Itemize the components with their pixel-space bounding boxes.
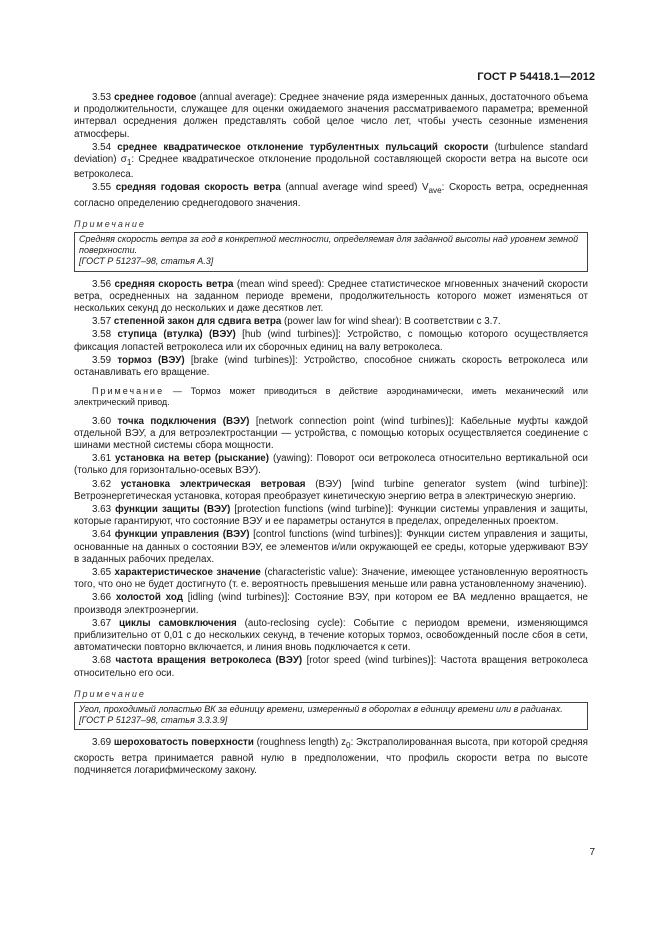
entry-term: установка на ветер (рыскание) <box>115 453 269 465</box>
entry-number: 3.68 <box>92 655 112 667</box>
entry-3-69 <box>74 737 588 777</box>
entry-term: шероховатость поверхности <box>113 737 254 749</box>
entry-number: 3.59 <box>92 354 112 366</box>
entry-term: средняя годовая скорость ветра <box>115 182 281 194</box>
entry-term: среднее годовое <box>114 92 197 103</box>
entry-3-66 <box>74 592 588 616</box>
entry-definition-cont: : Экстраполированная высота, при которой средняя скорость ветра принимается равной нулю в предположении, что профиль скорости ветра по высоте подчиняется логарифмическому закону. <box>74 737 588 776</box>
note-text: Средняя скорость ветра за год в конкретной местности, определяемая для заданной высоты над уровнем земной поверхности. <box>79 233 579 256</box>
entry-3-53 <box>74 92 588 141</box>
entry-3-65 <box>74 567 588 591</box>
note-box-2 <box>74 702 588 730</box>
document-body <box>74 92 588 777</box>
entry-number: 3.67 <box>92 617 112 629</box>
entry-definition: (annual average wind speed) V <box>280 182 429 194</box>
entry-number: 3.55 <box>92 182 112 194</box>
entry-definition: (mean wind speed): Среднее статистическое мгновенных значений скорости ветра, осредненных на заданном периоде времени, продолжительность которого может изменяться от нескольких секунд до нескольких и даже десятков лет. <box>74 278 588 314</box>
entry-term: холостой ход <box>115 592 183 604</box>
entry-number: 3.66 <box>92 592 112 604</box>
entry-3-61 <box>74 453 588 477</box>
entry-definition-cont: : Скорость ветра, осредненная согласно определению среднегодового значения. <box>74 182 588 209</box>
entry-3-57 <box>74 316 588 328</box>
entry-3-62 <box>74 479 588 503</box>
entry-definition: (characteristic value): Значение, имеющее установленную вероятность того, что оно не будет достигнуто (т. е. вероятность превышения меньше или равна установленному значению). <box>74 567 588 591</box>
inline-note <box>74 386 588 408</box>
entry-definition: (auto-reclosing cycle): Событие с периодом времени, изменяющимся приблизительно от 0,01 с до нескольких секунд, в течение которых тормоз, освобожденный после сбоя в сети, автоматически повторно включается, и линия вновь подключается к сети. <box>74 617 588 654</box>
document-header-id: ГОСТ Р 54418.1—2012 <box>477 71 595 83</box>
entry-definition: [protection functions (wind turbine)]: Функции системы управления и защиты, которые гарантируют, что состояние ВЭУ и ее параметры останутся в пределах, определенных проектом. <box>74 504 588 528</box>
entry-term: тормоз (ВЭУ) <box>117 354 185 366</box>
entry-definition: (roughness length) z <box>253 737 347 749</box>
symbol-subscript: ave <box>428 186 442 196</box>
entry-term: характеристическое значение <box>114 567 261 579</box>
entry-definition: [hub (wind turbines)]: Устройство, с помощью которого осуществляется фиксация лопастей ветроколеса или их сборочных единиц на валу ветроколеса. <box>74 329 588 353</box>
note-box-1 <box>74 232 588 272</box>
entry-number: 3.65 <box>92 567 112 579</box>
entry-term: функции защиты (ВЭУ) <box>115 504 231 515</box>
entry-3-67 <box>74 618 588 655</box>
entry-definition: (yawing): Поворот оси ветроколеса относительно вертикальной оси (только для горизонтально-осевых ВЭУ). <box>74 453 588 477</box>
entry-3-60 <box>74 416 588 453</box>
note-label: Примечание <box>74 688 146 699</box>
entry-number: 3.69 <box>92 737 112 749</box>
entry-term: средняя скорость ветра <box>114 278 234 290</box>
entry-definition: (annual average): Среднее значение ряда измеренных данных, достаточного объема и продолжительности, служащее для оценки ожидаемого значения рассматриваемого параметра; временной интервал осреднения должен представлять собой целое число лет, чтобы учесть сезонные изменения атмосферы. <box>74 92 588 140</box>
entry-number: 3.64 <box>92 529 112 541</box>
entry-definition: (ВЭУ) [wind turbine generator system (wind turbine)]: Ветроэнергетическая установка, которая преобразует кинетическую энергию ветра в электрическую энергию. <box>74 478 588 502</box>
entry-3-63 <box>74 504 588 528</box>
entry-definition: (turbulence standard deviation) σ <box>74 141 588 166</box>
entry-definition: (power law for wind shear): В соответствии с 3.7. <box>281 316 501 328</box>
page-number: 7 <box>589 847 595 858</box>
entry-number: 3.57 <box>92 316 112 328</box>
entry-3-58 <box>74 329 588 353</box>
entry-definition: [brake (wind turbines)]: Устройство, способное снижать скорость ветроколеса или останавливать его вращение. <box>74 354 588 378</box>
entry-definition: [control functions (wind turbines)]: Функции систем управления и защиты, основанные на данных о состоянии ВЭУ, ее элементов и/или окружающей ее среды, которые удерживают ВЭУ в заданных рабочих пределах. <box>74 529 588 565</box>
entry-term: ступица (втулка) (ВЭУ) <box>117 329 236 341</box>
note-text: Угол, проходимый лопастью ВК за единицу времени, измеренный в оборотах в единицу времени или в радианах. <box>79 704 563 715</box>
entry-term: установка электрическая ветровая <box>120 478 306 490</box>
entry-term: функции управления (ВЭУ) <box>114 529 250 541</box>
note-label: Примечание <box>74 218 146 229</box>
note-reference: [ГОСТ Р 51237–98, статья А.3] <box>79 256 214 267</box>
entry-number: 3.53 <box>92 92 112 103</box>
entry-number: 3.58 <box>92 329 112 341</box>
entry-number: 3.54 <box>92 141 112 153</box>
entry-3-68 <box>74 655 588 679</box>
note-reference: [ГОСТ Р 51237–98, статья 3.3.3.9] <box>79 715 228 726</box>
note-text: — Тормоз может приводиться в действие аэродинамически, иметь механический или электрический привод. <box>74 386 588 408</box>
entry-3-56 <box>74 279 588 316</box>
entry-number: 3.62 <box>92 478 112 490</box>
entry-term: циклы самовключения <box>118 617 237 629</box>
note-label: Примечание <box>92 386 165 397</box>
entry-3-64 <box>74 529 588 566</box>
entry-3-59 <box>74 355 588 379</box>
entry-definition: [rotor speed (wind turbines)]: Частота вращения ветроколеса относительно его оси. <box>74 655 589 679</box>
entry-definition-cont: : Среднее квадратическое отклонение продольной составляющей скорости ветра на высоте оси ветроколеса. <box>74 154 588 181</box>
entry-3-55 <box>74 182 588 209</box>
entry-term: частота вращения ветроколеса (ВЭУ) <box>115 655 303 667</box>
entry-definition: [idling (wind turbines)]: Состояние ВЭУ, при котором ее ВА медленно вращается, не производя электроэнергии. <box>74 592 588 616</box>
entry-term: точка подключения (ВЭУ) <box>117 415 250 427</box>
entry-term: степенной закон для сдвига ветра <box>113 316 282 328</box>
entry-number: 3.60 <box>92 415 112 427</box>
entry-term: среднее квадратическое отклонение турбулентных пульсаций скорости <box>117 141 489 153</box>
symbol-subscript: 1 <box>126 157 132 167</box>
entry-number: 3.61 <box>92 453 112 465</box>
entry-definition: [network connection point (wind turbines)]: Кабельные муфты каждой отдельной ВЭУ, а для ветроэлектростанции — устройства, с помощью которых осуществляется соединение с шинами местной системы сбора мощности. <box>74 415 588 451</box>
entry-3-54 <box>74 142 588 182</box>
symbol-subscript: 0 <box>346 741 351 751</box>
entry-number: 3.56 <box>92 278 112 290</box>
entry-number: 3.63 <box>92 504 112 515</box>
